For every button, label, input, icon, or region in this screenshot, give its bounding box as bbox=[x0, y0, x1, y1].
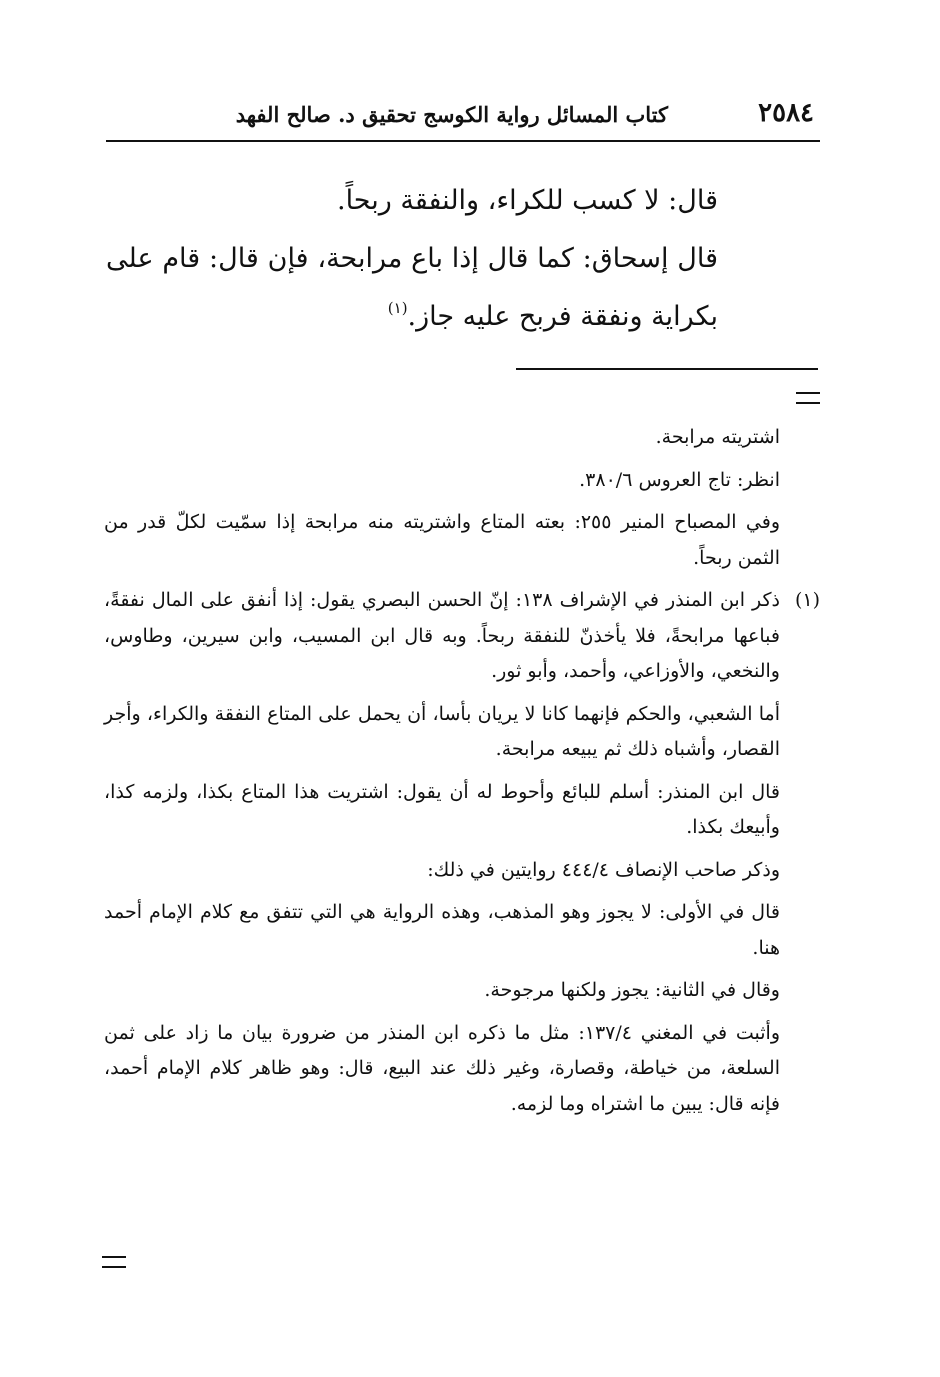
main-paragraph-text: قال إسحاق: كما قال إذا باع مرابحة، فإن قال: قام على بكراية ونفقة فربح عليه جاز. bbox=[106, 243, 718, 332]
page-number: ٢٥٨٤ bbox=[758, 98, 814, 128]
main-line: قال: لا كسب للكراء، والنفقة ربحاً. bbox=[337, 185, 718, 216]
footnote-paragraph: وقال في الثانية: يجوز ولكنها مرجوحة. bbox=[484, 979, 780, 1001]
footnote-paragraph: أما الشعبي، والحكم فإنهما كانا لا يريان بأسا، أن يحمل على المتاع النفقة والكراء، وأجر القصار، وأشباه ذلك ثم يبيعه مرابحة. bbox=[104, 702, 780, 760]
footnote-continued-line: وفي المصباح المنير ٢٥٥: بعته المتاع واشتريته منه مرابحة إذا سمّيت لكلّ قدر من الثمن ربحاً. bbox=[104, 511, 780, 569]
footnote-1-number: (١) bbox=[794, 589, 820, 611]
footnote-paragraph: قال في الأولى: لا يجوز وهو المذهب، وهذه الرواية هي التي تتفق مع كلام الإمام أحمد هنا. bbox=[104, 901, 780, 959]
continuation-mark-bottom bbox=[102, 1256, 126, 1268]
continuation-mark-top bbox=[796, 392, 820, 404]
footnote-separator bbox=[516, 368, 818, 370]
footnote-reference: (١) bbox=[387, 299, 408, 317]
footnote-paragraph: قال ابن المنذر: أسلم للبائع وأحوط له أن يقول: اشتريت هذا المتاع بكذا، ولزمه كذا، وأبيعك بكذا. bbox=[104, 780, 780, 838]
header-rule bbox=[106, 140, 820, 142]
main-text bbox=[106, 172, 718, 346]
footnotes bbox=[104, 420, 820, 1129]
running-title: كتاب المسائل رواية الكوسج تحقيق د. صالح الفهد bbox=[235, 102, 668, 127]
footnote-paragraph: وأثبت في المغني ١٣٧/٤: مثل ما ذكره ابن المنذر من ضرورة بيان ما زاد على ثمن السلعة، من خياطة، وقصارة، وغير ذلك عند البيع، قال: وهو ظاهر كلام الإمام أحمد، فإنه قال: يبين ما اشتراه وما لزمه. bbox=[104, 1021, 780, 1115]
footnote-paragraph: وذكر صاحب الإنصاف ٤٤٤/٤ روايتين في ذلك: bbox=[427, 858, 780, 881]
footnote-1-text: ذكر ابن المنذر في الإشراف ١٣٨: إنّ الحسن البصري يقول: إذا أنفق على المال نفقةً، فباعها مرابحةً، فلا يأخذنّ للنفقة ربحاً. وبه قال ابن المسيب، وابن سيرين، وطاوس، والنخعي، والأوزاعي، وأحمد، وأبو ثور. bbox=[104, 589, 780, 682]
footnote-continued-line: انظر: تاج العروس ٣٨٠/٦. bbox=[579, 468, 780, 491]
footnote-1-paragraph bbox=[104, 583, 820, 690]
page-header bbox=[106, 96, 820, 136]
main-paragraph bbox=[106, 230, 718, 346]
footnote-continued-line: اشتريته مرابحة. bbox=[655, 426, 780, 448]
